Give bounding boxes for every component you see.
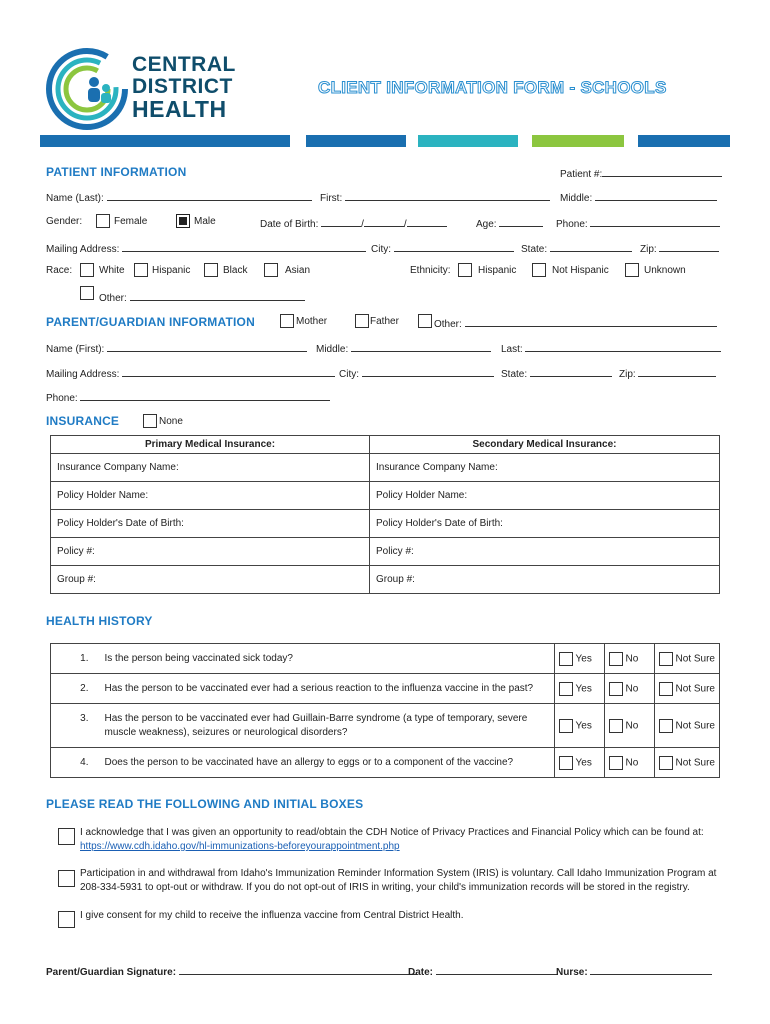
q3-no-checkbox[interactable]: [609, 719, 623, 733]
logo-line-1: CENTRAL: [132, 53, 236, 76]
patient-info-heading: PATIENT INFORMATION: [46, 165, 187, 179]
guardian-other-field[interactable]: [434, 316, 717, 330]
initial-box-privacy[interactable]: [58, 828, 75, 845]
question-text: Has the person to be vaccinated ever had a serious reaction to the influenza vaccine in the past?: [99, 674, 555, 704]
race-white-checkbox[interactable]: [80, 263, 94, 277]
q1-no-option[interactable]: [604, 644, 654, 674]
yes-label: Yes: [575, 653, 592, 665]
gender-male-label: Male: [194, 216, 216, 227]
question-number: 1.: [51, 644, 99, 674]
patient-city-field[interactable]: [371, 241, 514, 255]
secondary-holder-dob-cell[interactable]: Policy Holder's Date of Birth:: [370, 510, 720, 538]
guardian-first-name-field[interactable]: [46, 341, 307, 355]
age-field[interactable]: [476, 216, 543, 230]
color-bar-blue: [40, 135, 290, 147]
insurance-none-checkbox[interactable]: [143, 414, 157, 428]
table-row: [51, 674, 720, 704]
no-label: No: [625, 720, 639, 732]
age-label: Age:: [476, 219, 497, 230]
q1-yes-option[interactable]: [554, 644, 604, 674]
dob-day-line[interactable]: [364, 216, 404, 227]
secondary-holder-cell[interactable]: Policy Holder Name:: [370, 482, 720, 510]
ethnicity-not-hispanic-checkbox[interactable]: [532, 263, 546, 277]
q4-no-option[interactable]: [604, 748, 654, 778]
guardian-info-heading: PARENT/GUARDIAN INFORMATION: [46, 315, 255, 329]
no-label: No: [625, 757, 639, 769]
mailing-label: Mailing Address:: [46, 244, 120, 255]
question-text: Is the person being vaccinated sick today?: [99, 644, 555, 674]
header-color-bars: [40, 135, 730, 147]
yes-label: Yes: [575, 757, 592, 769]
initial-consent-text: I give consent for my child to receive the influenza vaccine from Central District Health.: [80, 910, 464, 921]
question-number: 3.: [51, 704, 99, 748]
patient-phone-line[interactable]: [590, 216, 720, 227]
guardian-middle-name-line[interactable]: [351, 341, 491, 352]
race-hispanic-checkbox[interactable]: [134, 263, 148, 277]
patient-first-name-field[interactable]: [320, 190, 550, 204]
not-sure-label: Not Sure: [675, 653, 715, 665]
guardian-zip-label: Zip:: [619, 369, 636, 380]
nurse-label: Nurse:: [556, 967, 588, 978]
guardian-last-name-line[interactable]: [525, 341, 721, 352]
insurance-none-label: None: [159, 416, 183, 427]
patient-state-field[interactable]: [521, 241, 632, 255]
q3-no-option[interactable]: [604, 704, 654, 748]
patient-phone-label: Phone:: [556, 219, 588, 230]
color-bar-green: [532, 135, 624, 147]
initial-box-iris[interactable]: [58, 870, 75, 887]
race-asian-checkbox[interactable]: [264, 263, 278, 277]
secondary-policy-cell[interactable]: Policy #:: [370, 538, 720, 566]
q2-not-sure-checkbox[interactable]: [659, 682, 673, 696]
initials-heading: PLEASE READ THE FOLLOWING AND INITIAL BOXES: [46, 797, 364, 811]
q1-not-sure-option[interactable]: [654, 644, 719, 674]
q3-yes-checkbox[interactable]: [559, 719, 573, 733]
zip-line[interactable]: [659, 241, 719, 252]
guardian-state-line[interactable]: [530, 366, 612, 377]
primary-company-cell[interactable]: Insurance Company Name:: [51, 454, 370, 482]
logo-line-2: DISTRICT: [132, 75, 233, 98]
privacy-policy-link[interactable]: https://www.cdh.idaho.gov/hl-immunizations-beforeyourappointment.php: [80, 841, 400, 852]
q2-not-sure-option[interactable]: [654, 674, 719, 704]
nurse-line[interactable]: [590, 964, 712, 975]
yes-label: Yes: [575, 683, 592, 695]
insurance-header-row: [51, 436, 720, 454]
cdh-logo-icon: [44, 46, 130, 132]
q2-no-option[interactable]: [604, 674, 654, 704]
guardian-city-label: City:: [339, 369, 359, 380]
ethnicity-unknown-checkbox[interactable]: [625, 263, 639, 277]
secondary-company-cell[interactable]: Insurance Company Name:: [370, 454, 720, 482]
table-row: [51, 510, 720, 538]
dob-month-line[interactable]: [321, 216, 361, 227]
initial-iris-text: Participation in and withdrawal from Idaho's Immunization Reminder Information System (IRIS) is voluntary. Call Idaho Immunization Program at 208-334-5931 to opt-out or withdraw. If you do not opt-out of IRIS in writing, your child's immunization records will be stored in the registry.: [80, 868, 717, 893]
not-sure-label: Not Sure: [675, 720, 715, 732]
gender-female-checkbox[interactable]: [96, 214, 110, 228]
last-name-line[interactable]: [107, 190, 312, 201]
table-row: [51, 566, 720, 594]
secondary-group-cell[interactable]: Group #:: [370, 566, 720, 594]
race-other-line[interactable]: [130, 290, 305, 301]
color-bar-teal: [418, 135, 518, 147]
no-label: No: [625, 683, 639, 695]
guardian-other-checkbox[interactable]: [418, 314, 432, 328]
privacy-statement: I acknowledge that I was given an opportunity to read/obtain the CDH Notice of Privacy Practices and Financial Policy which can be found at:: [80, 827, 704, 838]
secondary-insurance-header: Secondary Medical Insurance:: [370, 436, 720, 454]
guardian-last-name-field[interactable]: [501, 341, 721, 355]
form-title: CLIENT INFORMATION FORM - SCHOOLS: [318, 78, 667, 97]
race-other-field[interactable]: [99, 290, 305, 304]
q4-not-sure-option[interactable]: [654, 748, 719, 778]
mailing-line[interactable]: [122, 241, 366, 252]
patient-number-line[interactable]: [602, 166, 722, 177]
ethnicity-not-hispanic-label: Not Hispanic: [552, 265, 609, 276]
guardian-mother-label: Mother: [296, 316, 328, 327]
question-text: Does the person to be vaccinated have an allergy to eggs or to a component of the vaccine?: [99, 748, 555, 778]
city-label: City:: [371, 244, 391, 255]
cdh-logo: [44, 46, 254, 132]
last-name-label: Name (Last):: [46, 193, 104, 204]
q4-yes-option[interactable]: [554, 748, 604, 778]
table-row: [51, 704, 720, 748]
dob-field[interactable]: Date of Birth: / /: [260, 216, 447, 230]
guardian-first-name-line[interactable]: [107, 341, 307, 352]
race-hispanic-label: Hispanic: [152, 265, 191, 276]
guardian-phone-label: Phone:: [46, 393, 78, 404]
guardian-zip-field[interactable]: [619, 366, 716, 380]
race-black-checkbox[interactable]: [204, 263, 218, 277]
q1-not-sure-checkbox[interactable]: [659, 652, 673, 666]
guardian-middle-name-field[interactable]: [316, 341, 491, 355]
ethnicity-hispanic-checkbox[interactable]: [458, 263, 472, 277]
guardian-first-name-label: Name (First):: [46, 344, 105, 355]
q2-yes-option[interactable]: [554, 674, 604, 704]
table-row: [51, 644, 720, 674]
q2-yes-checkbox[interactable]: [559, 682, 573, 696]
gender-male-checkbox[interactable]: [176, 214, 190, 228]
ethnicity-label: Ethnicity:: [410, 265, 451, 276]
table-row: [51, 454, 720, 482]
primary-group-cell[interactable]: Group #:: [51, 566, 370, 594]
health-history-table: [50, 643, 720, 778]
insurance-table: [50, 435, 720, 594]
signature-date-label: Date:: [408, 967, 434, 978]
guardian-middle-name-label: Middle:: [316, 344, 349, 355]
q4-not-sure-checkbox[interactable]: [659, 756, 673, 770]
guardian-state-label: State:: [501, 369, 528, 380]
insurance-heading: INSURANCE: [46, 414, 120, 428]
race-white-label: White: [99, 265, 125, 276]
signature-label: Parent/Guardian Signature:: [46, 967, 177, 978]
ethnicity-hispanic-label: Hispanic: [478, 265, 517, 276]
state-label: State:: [521, 244, 548, 255]
primary-holder-cell[interactable]: Policy Holder Name:: [51, 482, 370, 510]
primary-insurance-header: Primary Medical Insurance:: [51, 436, 370, 454]
q4-yes-checkbox[interactable]: [559, 756, 573, 770]
guardian-phone-line[interactable]: [80, 390, 330, 401]
race-label: Race:: [46, 265, 73, 276]
ethnicity-unknown-label: Unknown: [644, 265, 686, 276]
patient-middle-name-field[interactable]: [560, 190, 717, 204]
question-number: 4.: [51, 748, 99, 778]
not-sure-label: Not Sure: [675, 683, 715, 695]
logo-line-3: HEALTH: [132, 96, 227, 122]
guardian-phone-field[interactable]: [46, 390, 330, 404]
health-history-heading: HEALTH HISTORY: [46, 614, 153, 628]
guardian-city-line[interactable]: [362, 366, 494, 377]
signature-field[interactable]: [46, 964, 417, 978]
table-row: [51, 748, 720, 778]
nurse-field[interactable]: [556, 964, 712, 978]
race-other-label: Other:: [99, 293, 127, 304]
race-asian-label: Asian: [285, 265, 311, 276]
gender-label: Gender:: [46, 216, 83, 227]
first-name-label: First:: [320, 193, 343, 204]
table-row: [51, 538, 720, 566]
question-number: 2.: [51, 674, 99, 704]
guardian-state-field[interactable]: [501, 366, 612, 380]
guardian-other-line[interactable]: [465, 316, 717, 327]
guardian-mailing-line[interactable]: [122, 366, 335, 377]
first-name-line[interactable]: [345, 190, 550, 201]
color-bar-blue-2: [306, 135, 406, 147]
guardian-other-label: Other:: [434, 319, 462, 330]
q1-no-checkbox[interactable]: [609, 652, 623, 666]
patient-mailing-field[interactable]: [46, 241, 366, 255]
signature-line[interactable]: [179, 964, 417, 975]
signature-date-line[interactable]: [436, 964, 558, 975]
q3-yes-option[interactable]: [554, 704, 604, 748]
color-bar-blue-3: [638, 135, 730, 147]
primary-policy-cell[interactable]: Policy #:: [51, 538, 370, 566]
zip-label: Zip:: [640, 244, 657, 255]
guardian-mailing-field[interactable]: [46, 366, 335, 380]
logo-wordmark: [132, 54, 236, 120]
middle-name-label: Middle:: [560, 193, 593, 204]
guardian-last-name-label: Last:: [501, 344, 523, 355]
initial-privacy-text: [80, 826, 720, 854]
patient-phone-field[interactable]: [556, 216, 720, 230]
q3-not-sure-checkbox[interactable]: [659, 719, 673, 733]
signature-date-field[interactable]: [408, 964, 558, 978]
q4-no-checkbox[interactable]: [609, 756, 623, 770]
initial-box-consent[interactable]: [58, 911, 75, 928]
dob-year-line[interactable]: [407, 216, 447, 227]
guardian-zip-line[interactable]: [638, 366, 716, 377]
age-line[interactable]: [499, 216, 543, 227]
guardian-mother-checkbox[interactable]: [280, 314, 294, 328]
table-row: [51, 482, 720, 510]
q3-not-sure-option[interactable]: [654, 704, 719, 748]
city-line[interactable]: [394, 241, 514, 252]
question-text: Has the person to be vaccinated ever had Guillain-Barre syndrome (a type of temporary, severe muscle weakness), seizures or neurological disorders?: [99, 704, 555, 748]
guardian-father-checkbox[interactable]: [355, 314, 369, 328]
gender-female-label: Female: [114, 216, 148, 227]
state-line[interactable]: [550, 241, 632, 252]
dob-label: Date of Birth:: [260, 219, 319, 230]
patient-number-field[interactable]: [560, 166, 722, 180]
race-other-checkbox[interactable]: [80, 286, 94, 300]
yes-label: Yes: [575, 720, 592, 732]
race-black-label: Black: [223, 265, 248, 276]
patient-zip-field[interactable]: [640, 241, 719, 255]
patient-last-name-field[interactable]: [46, 190, 312, 204]
not-sure-label: Not Sure: [675, 757, 715, 769]
patient-number-label: Patient #:: [560, 169, 603, 180]
q2-no-checkbox[interactable]: [609, 682, 623, 696]
guardian-mailing-label: Mailing Address:: [46, 369, 120, 380]
guardian-father-label: Father: [370, 316, 399, 327]
no-label: No: [625, 653, 639, 665]
guardian-city-field[interactable]: [339, 366, 494, 380]
primary-holder-dob-cell[interactable]: Policy Holder's Date of Birth:: [51, 510, 370, 538]
middle-name-line[interactable]: [595, 190, 717, 201]
q1-yes-checkbox[interactable]: [559, 652, 573, 666]
